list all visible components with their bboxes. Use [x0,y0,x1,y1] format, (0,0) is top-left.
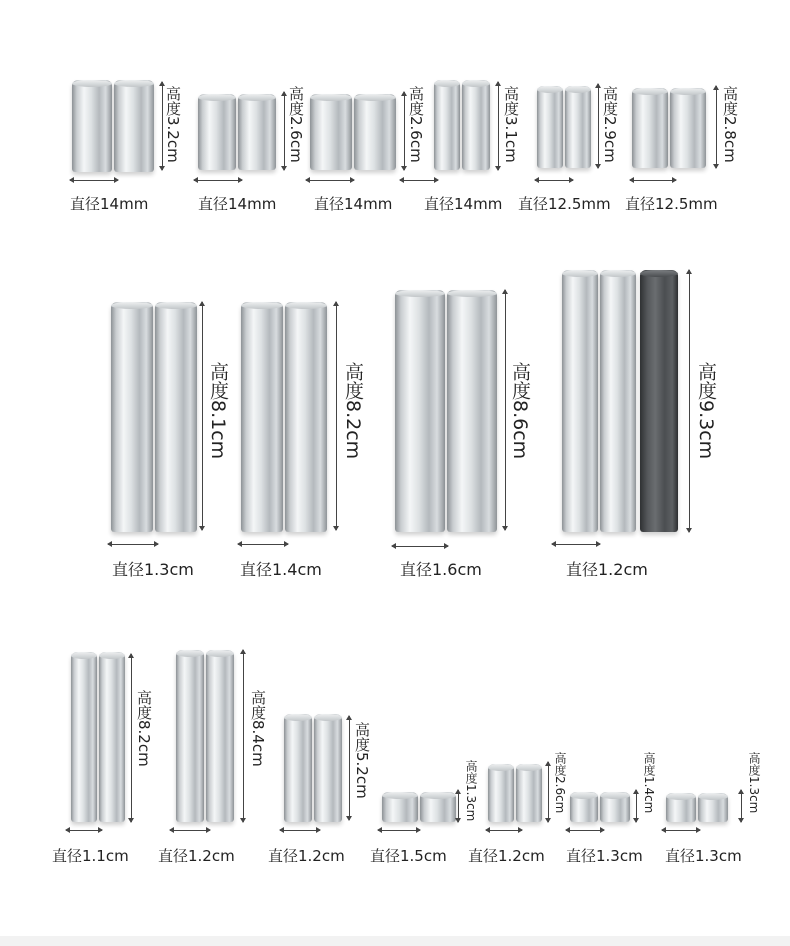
height-arrow [162,82,163,170]
height-label: 高度2.6cm [287,86,305,163]
height-arrow [243,650,244,822]
diameter-arrow [306,180,354,181]
height-arrow [284,92,285,170]
metal-rod [314,714,342,822]
metal-rod [632,88,668,168]
diameter-arrow [566,830,604,831]
metal-rod [562,270,598,532]
diameter-arrow [552,544,600,545]
diameter-arrow [280,830,320,831]
diameter-label: 直径12.5mm [518,195,611,213]
metal-rod [382,792,418,822]
diameter-label: 直径1.2cm [158,847,235,865]
metal-rod [99,652,125,822]
metal-rod [198,94,236,170]
metal-rod [516,764,542,822]
height-label: 高度8.6cm [509,362,531,460]
diameter-label: 直径1.2cm [566,560,648,579]
height-label: 高度2.9cm [601,86,619,163]
diameter-label: 直径1.3cm [665,847,742,865]
height-label: 高度9.3cm [695,362,717,460]
metal-rod [434,80,460,170]
height-arrow [404,92,405,170]
metal-rod [447,290,497,532]
diameter-arrow [400,180,438,181]
height-label: 高度2.6cm [407,86,425,163]
diameter-arrow [66,830,102,831]
metal-rod [462,80,490,170]
height-label: 高度1.4cm [642,752,656,814]
diameter-label: 直径1.2cm [268,847,345,865]
metal-rod [354,94,396,170]
height-label: 高度1.3cm [464,760,478,822]
metal-rod [420,792,456,822]
diameter-label: 直径1.1cm [52,847,129,865]
height-arrow [458,790,459,822]
height-arrow [598,84,599,168]
diameter-arrow [70,180,118,181]
diameter-arrow [238,544,288,545]
diameter-label: 直径14mm [70,195,149,213]
diameter-label: 直径1.3cm [112,560,194,579]
height-label: 高度8.2cm [342,362,364,460]
diameter-label: 直径1.4cm [240,560,322,579]
metal-rod [600,270,636,532]
diameter-label: 直径1.5cm [370,847,447,865]
metal-rod [537,86,563,168]
bottom-divider-band [0,936,790,946]
height-arrow [131,654,132,822]
diameter-label: 直径12.5mm [625,195,718,213]
height-arrow [202,302,203,530]
height-arrow [498,82,499,170]
diameter-label: 直径1.6cm [400,560,482,579]
diameter-arrow [194,180,242,181]
metal-rod [114,80,154,172]
metal-rod [206,650,234,822]
diameter-arrow [378,830,420,831]
metal-rod [176,650,204,822]
diameter-arrow [486,830,522,831]
metal-rod [666,793,696,822]
diameter-label: 直径14mm [424,195,503,213]
height-label: 高度3.2cm [164,86,182,163]
height-arrow [716,86,717,168]
metal-rod [241,302,283,532]
height-label: 高度3.1cm [502,86,520,163]
metal-rod [395,290,445,532]
height-label: 高度8.4cm [249,690,267,767]
height-arrow [689,270,690,532]
metal-rod [600,792,630,822]
diameter-label: 直径1.3cm [566,847,643,865]
diameter-arrow [535,180,573,181]
diameter-arrow [630,180,676,181]
height-label: 高度5.2cm [353,722,371,799]
diameter-arrow [392,546,448,547]
metal-rod [284,714,312,822]
metal-rod [565,86,591,168]
metal-rod [488,764,514,822]
height-arrow [548,762,549,822]
dark-metal-rod [640,270,678,532]
metal-rod [71,652,97,822]
diameter-label: 直径14mm [198,195,277,213]
height-arrow [349,716,350,820]
metal-rod [698,793,728,822]
height-arrow [505,290,506,530]
diameter-label: 直径14mm [314,195,393,213]
metal-rod [285,302,327,532]
height-label: 高度8.2cm [135,690,153,767]
height-label: 高度2.8cm [721,86,739,163]
height-arrow [336,302,337,530]
diameter-label: 直径1.2cm [468,847,545,865]
metal-rod [72,80,112,172]
metal-rod [570,792,598,822]
height-arrow [741,790,742,822]
diameter-arrow [170,830,210,831]
height-label: 高度1.3cm [747,752,761,814]
height-label: 高度8.1cm [207,362,229,460]
diameter-arrow [662,830,700,831]
diameter-arrow [108,544,158,545]
metal-rod [238,94,276,170]
metal-rod [155,302,197,532]
height-label: 高度2.6cm [553,752,567,814]
metal-rod [310,94,352,170]
metal-rod [670,88,706,168]
height-arrow [636,790,637,822]
metal-rod [111,302,153,532]
